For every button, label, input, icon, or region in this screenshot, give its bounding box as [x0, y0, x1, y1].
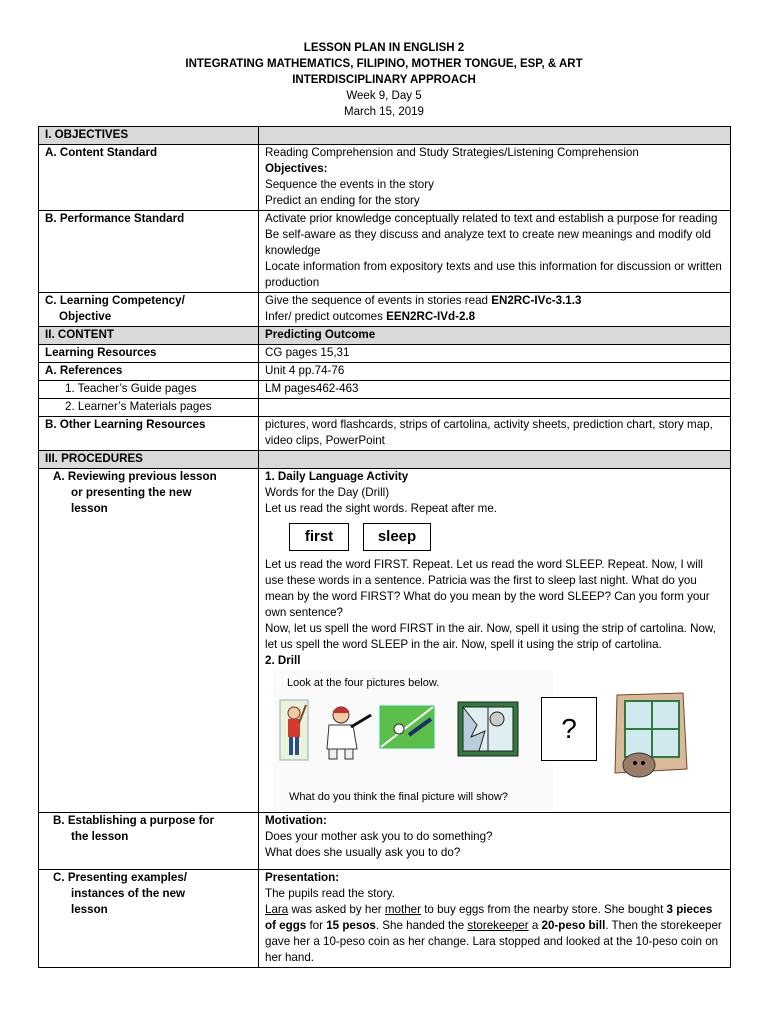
row-label: lesson	[71, 903, 108, 916]
header-week: Week 9, Day 5	[346, 90, 422, 102]
row-value: Unit 4 pp.74-76	[259, 363, 731, 381]
section-title: I. OBJECTIVES	[39, 127, 259, 145]
row-value: CG pages 15,31	[259, 345, 731, 363]
drill-title: 2. Drill	[265, 654, 301, 667]
header-subject: INTEGRATING MATHEMATICS, FILIPINO, MOTHER TONGUE, ESP, & ART	[185, 58, 583, 70]
row-label: or presenting the new	[71, 486, 192, 499]
sight-words	[289, 523, 724, 551]
motivation-question: What does she usually ask you to do?	[265, 846, 461, 859]
row-label: A. Content Standard	[39, 145, 259, 211]
row-label: lesson	[71, 502, 108, 515]
row-label: the lesson	[71, 830, 129, 843]
row-learning-resources	[39, 345, 731, 363]
row-label: Objective	[59, 310, 112, 323]
ball-and-bat-picture	[379, 705, 435, 749]
presentation-intro: The pupils read the story.	[265, 887, 395, 900]
question-mark-box: ?	[541, 697, 597, 761]
row-learners-materials	[39, 399, 731, 417]
row-presenting-examples	[39, 870, 731, 968]
performance-item: Be self-aware as they discuss and analyze text to create new meanings and modify old knowledge	[265, 228, 711, 257]
lesson-plan-table	[38, 126, 731, 968]
dla-paragraph: Let us read the word FIRST. Repeat. Let us read the word SLEEP. Repeat. Now, I will use these words in a sentence. Patricia was the first to sleep last night. What do you mean by the word FIRST? What do you mean by the word SLEEP? Can you form your own sentence?	[265, 558, 710, 619]
competency-code: EEN2RC-IVd-2.8	[386, 310, 476, 323]
header-approach: INTERDISCIPLINARY APPROACH	[292, 74, 476, 86]
section-procedures	[39, 451, 731, 469]
header-title: LESSON PLAN IN ENGLISH 2	[303, 42, 465, 54]
row-label: B. Other Learning Resources	[39, 417, 259, 451]
row-label: instances of the new	[71, 887, 186, 900]
objective-item: Predict an ending for the story	[265, 194, 420, 207]
row-references	[39, 363, 731, 381]
objectives-label: Objectives:	[265, 162, 328, 175]
motivation-question: Does your mother ask you to do something?	[265, 830, 493, 843]
content-topic: Predicting Outcome	[259, 327, 731, 345]
row-content-standard	[39, 145, 731, 211]
row-label: A. References	[39, 363, 259, 381]
row-label: B. Performance Standard	[39, 211, 259, 293]
row-value	[259, 399, 731, 417]
content-standard-text: Reading Comprehension and Study Strategies/Listening Comprehension	[265, 146, 639, 159]
word-flashcard-sleep: sleep	[363, 523, 431, 551]
dla-subtitle: Words for the Day (Drill)	[265, 486, 390, 499]
row-value: pictures, word flashcards, strips of cartolina, activity sheets, prediction chart, story map, video clips, PowerPoint	[259, 417, 731, 451]
row-performance-standard	[39, 211, 731, 293]
row-label: 2. Learner’s Materials pages	[39, 399, 259, 417]
row-label: C. Presenting examples/	[53, 871, 188, 884]
row-label: A. Reviewing previous lesson	[53, 470, 217, 483]
drill-caption-bottom: What do you think the final picture will show?	[289, 791, 508, 803]
batter-swinging-picture	[317, 701, 373, 761]
stone-and-window-picture	[611, 689, 689, 785]
row-label: C. Learning Competency/	[45, 294, 185, 307]
broken-window-picture	[457, 701, 519, 757]
row-label: Learning Resources	[39, 345, 259, 363]
row-learning-competency	[39, 293, 731, 327]
competency-item: Give the sequence of events in stories read EN2RC-IVc-3.1.3	[265, 294, 582, 307]
boy-with-bat-picture	[279, 699, 309, 761]
motivation-title: Motivation:	[265, 814, 327, 827]
competency-item: Infer/ predict outcomes EEN2RC-IVd-2.8	[265, 310, 476, 323]
dla-instruction: Let us read the sight words. Repeat after me.	[265, 502, 497, 515]
performance-item: Locate information from expository texts and use this information for discussion or written production	[265, 260, 722, 289]
performance-item: Activate prior knowledge conceptually related to text and establish a purpose for reading	[265, 212, 718, 225]
row-reviewing-lesson	[39, 469, 731, 813]
section-title: III. PROCEDURES	[39, 451, 259, 469]
section-content	[39, 327, 731, 345]
section-title: II. CONTENT	[39, 327, 259, 345]
story-text: Lara was asked by her mother to buy eggs from the nearby store. She bought 3 pieces of eggs for 15 pesos. She handed the storekeeper a 20-peso bill. Then the storekeeper gave her a 10-peso coin as her change. Lara stopped and looked at the 10-peso coin on her hand.	[265, 903, 722, 964]
dla-paragraph: Now, let us spell the word FIRST in the air. Now, spell it using the strip of cartolina. Now, let us spell the word SLEEP in the air. Now, spell it using the strip of cartolina.	[265, 622, 716, 651]
document-header	[0, 40, 768, 120]
dla-title: 1. Daily Language Activity	[265, 470, 409, 483]
competency-code: EN2RC-IVc-3.1.3	[491, 294, 582, 307]
row-establishing-purpose	[39, 813, 731, 870]
row-label: B. Establishing a purpose for	[53, 814, 215, 827]
row-label: 1. Teacher’s Guide pages	[39, 381, 259, 399]
word-flashcard-first: first	[289, 523, 349, 551]
drill-picture-sequence	[273, 671, 577, 811]
row-value: LM pages462-463	[259, 381, 731, 399]
presentation-title: Presentation:	[265, 871, 340, 884]
header-date: March 15, 2019	[344, 106, 424, 118]
row-other-resources	[39, 417, 731, 451]
row-teachers-guide	[39, 381, 731, 399]
section-objectives	[39, 127, 731, 145]
objective-item: Sequence the events in the story	[265, 178, 434, 191]
drill-caption-top: Look at the four pictures below.	[287, 677, 440, 689]
